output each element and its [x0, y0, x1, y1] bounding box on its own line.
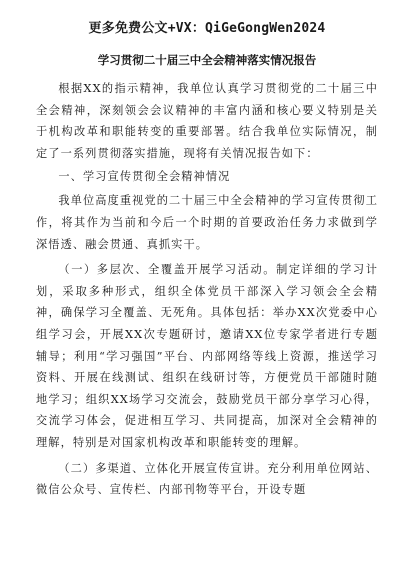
section-1-body: 我单位高度重视党的二十届三中全会精神的学习宣传贯彻工作，将其作为当前和今后一个时期的首要政治任务力求做到学深悟透、融会贯通、真抓实干。 — [36, 194, 378, 251]
item-2-paragraph: （二）多渠道、立体化开展宣传宣讲。充分利用单位网站、微信公众号、宣传栏、内部刊物等平台，开设专题 — [36, 461, 378, 497]
item-1-paragraph: （一）多层次、全覆盖开展学习活动。制定详细的学习计划，采取多种形式，组织全体党员干部深入学习领会全会精神，确保学习全覆盖、无死角。具体包括：举办XX次党委中心组学习会，开展XX次专题研讨，邀请XX位专家学者进行专题辅导；利用“学习强国”平台、内部网络等线上资源，推送学习资料、开展在线测试、组织在线研讨等，方便党员干部随时随地学习；组织XX场学习交流会，鼓励党员干部分享学习心得，交流学习体会，促进相互学习、共同提高，加深对全会精神的理解，特别是对国家机构改革和职能转变的理解。 — [36, 263, 378, 449]
promo-banner: 更多免费公文+VX：QiGeGongWen2024 — [88, 21, 326, 36]
intro-paragraph: 根据XX的指示精神，我单位认真学习贯彻党的二十届三中全会精神，深刻领会会议精神的丰富内涵和核心要义特别是关于机构改革和职能转变的重要部署。结合我单位实际情况，制定了一系列贯彻落实措施，现将有关情况报告如下： — [36, 82, 378, 160]
document-title: 学习贯彻二十届三中全会精神落实情况报告 — [97, 53, 317, 67]
section-heading-1: 一、学习宣传贯彻全会精神情况 — [58, 170, 231, 184]
